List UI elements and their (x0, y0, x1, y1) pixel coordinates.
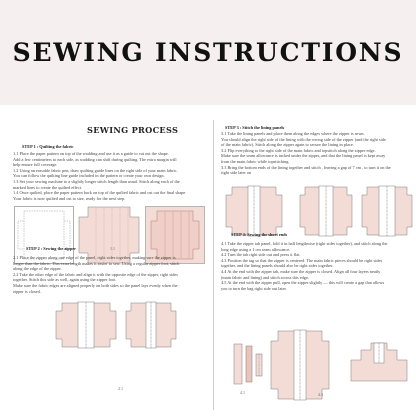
step2-line: along the edge of the zipper. (13, 266, 62, 272)
step1-text (13, 151, 211, 201)
lining-ends-diagram (362, 186, 412, 236)
step4-line: you to turn the bag right side out later. (221, 285, 287, 291)
section-title: SEWING PROCESS (87, 125, 179, 135)
step4-line: 4.4 At the end with the zipper tab, make sure the zipper is closed. Align all four layers neatly (221, 268, 381, 274)
step3-line: of the main fabric). Stitch along the zipper again to secure the lining in place. (221, 142, 354, 148)
step4-line: 4.2 Turn the tab right side out and press it flat. (221, 252, 301, 258)
step3-text (221, 131, 413, 176)
step4-line: long edge using a 1 cm seam allowance. (221, 246, 291, 252)
column-divider (213, 120, 214, 410)
bag-assembly-diagram (270, 330, 330, 400)
step1-line: 1.4 Once quilted, place the paper pattern back on top of the quilted fabric and cut out the final shape. (13, 190, 187, 196)
step4-title: STEP 4: Sewing the short ends (231, 232, 288, 237)
step4-line: 4.1 Take the zipper tab panel, fold it in half lengthwise (right sides together), and stitch along the (221, 241, 388, 246)
step3-line: You should align the right side of the lining with the wrong side of the zipper (and the right side (221, 136, 386, 142)
zipper-sewn-diagram (126, 302, 176, 348)
step1-line: 1.1 Place the paper pattern on top of the wadding and use it as a guide to cut out the shape. (13, 151, 169, 156)
figure-label-2-1: 2.1 (118, 386, 123, 391)
step2-line: longer than the fabric. This extra length makes it easier to sew. Using a regular zipper foot, stitch (13, 260, 180, 266)
step1-line: 1.2 Using an erasable fabric pen, draw quilting guide lines on the right side of your main fabric. (13, 167, 178, 173)
zipper-sewing-diagram (56, 302, 116, 348)
step2-title: STEP 2 : Sewing the zipper (26, 246, 77, 251)
step3-line: 3.3 Bring the bottom ends of the lining together and stitch , leaving a gap of 7 cm , to turn it on the (221, 164, 391, 170)
figure-label-1-1: 1.1 (110, 246, 115, 251)
step3-line: from the main fabric while topstitching. (221, 158, 290, 164)
step1-title: STEP 1 : Quilting the fabric (22, 144, 74, 149)
short-ends-diagram (350, 342, 408, 382)
step1-line: Add a few centimeters to each side, as wadding can shift during quilting. The extra margin will (13, 156, 177, 162)
lining-panels-diagram (226, 186, 282, 236)
step3-line: 3.2 Flip everything to the right side of the main fabric and topstitch along the zipper edge. (221, 147, 376, 153)
step1-line: Your fabric is now quilted and cut to size, ready for the next step. (13, 195, 126, 201)
step1-line: help ensure full coverage. (13, 162, 58, 168)
step3-line: 3.1 Take the lining panels and place them along the edges where the zipper is sewn. (221, 131, 365, 136)
figure-label-4-1: 4.1 (240, 390, 245, 395)
step2-line: together. Stitch this side as well, again using the zipper foot. (13, 277, 117, 283)
step1-line: 1.3 Set your sewing machine to a slightly longer stitch length than usual. Stitch along each of the (13, 178, 180, 184)
zipper-tab-diagram (232, 342, 264, 386)
step4-line: together, and the lining panels should also be right sides together. (221, 263, 334, 269)
figure-label-4-3: 4.3 (318, 392, 323, 397)
step3-title: STEP 3 : Stitch the lining panels (225, 125, 285, 130)
step2-line: 2.2 Take the other edge of the fabric and align it with the opposite edge of the zipper, right sides (13, 271, 178, 277)
step3-line: Make sure the seam allowance is tucked under the zipper, and that the lining panel is kept away (221, 153, 386, 159)
topstitch-diagram (300, 186, 352, 236)
step2-line: Make sure the fabric edges are aligned properly on both sides so the panel lays evenly when the (13, 282, 178, 288)
step2-text (13, 255, 211, 294)
page-title: SEWING INSTRUCTIONS (12, 38, 404, 67)
step4-line: 4.5 At the end with the zipper pull, open the zipper slightly — this will create a gap that allows (221, 280, 385, 286)
step1-line: You can follow the quilting line guide included in the pattern or create your own design. (13, 173, 165, 179)
step1-line: marked lines to create the quilted effect. (13, 184, 82, 190)
step4-line: (main fabric and lining) and stitch across this edge. (221, 274, 309, 280)
step4-text (221, 241, 413, 291)
step2-line: zipper is closed. (13, 288, 41, 294)
step4-line: 4.3 Position the tag so that the zipper is centered. The main fabric pieces should be right sides (221, 257, 383, 263)
step2-line: 2.1 Place the zipper along one edge of the panel, right sides together, making sure the zipper is (13, 255, 176, 260)
step3-line: right side later on (221, 170, 252, 176)
